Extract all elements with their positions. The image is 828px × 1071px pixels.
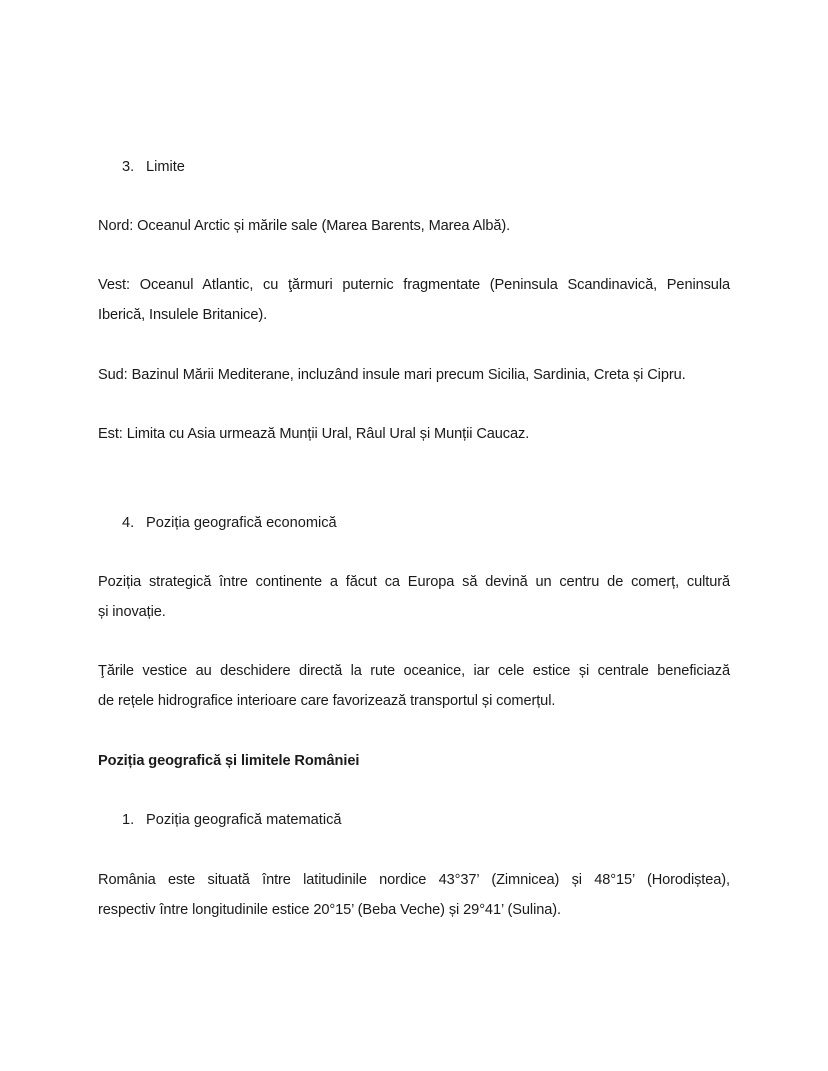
list-number: 3. <box>122 159 135 175</box>
paragraph-east: Est: Limita cu Asia urmează Munții Ural, Râul Ural și Munții Caucaz. <box>98 426 530 442</box>
list-number: 1. <box>122 812 135 828</box>
paragraph-line: Vest: Oceanul Atlantic, cu ţărmuri puternic fragmentate (Peninsula Scandinavică, Peninsula <box>98 277 730 293</box>
paragraph-romania-coordinates <box>98 865 730 925</box>
paragraph-north: Nord: Oceanul Arctic și mările sale (Marea Barents, Marea Albă). <box>98 218 511 234</box>
paragraph-line: România este situată între latitudinile nordice 43°37’ (Zimnicea) și 48°15’ (Horodiștea), <box>98 872 730 888</box>
list-item-title: Poziția geografică matematică <box>146 812 342 828</box>
paragraph-south: Sud: Bazinul Mării Mediterane, incluzând insule mari precum Sicilia, Sardinia, Creta și Cipru. <box>98 367 686 383</box>
list-item-title: Poziția geografică economică <box>146 515 337 531</box>
paragraph-line: Iberică, Insulele Britanice). <box>98 307 268 323</box>
paragraph-strategic-position <box>98 567 730 627</box>
list-item-mathematical-position <box>122 805 342 835</box>
section-heading-romania: Poziția geografică și limitele României <box>98 753 360 769</box>
list-item-economic-position <box>122 508 337 538</box>
list-item-limits <box>122 152 185 182</box>
paragraph-west <box>98 270 730 330</box>
paragraph-western-countries <box>98 656 730 716</box>
list-item-title: Limite <box>146 159 185 175</box>
paragraph-line: respectiv între longitudinile estice 20°15’ (Beba Veche) și 29°41’ (Sulina). <box>98 902 561 918</box>
paragraph-line: Poziția strategică între continente a făcut ca Europa să devină un centru de comerț, cultură <box>98 574 730 590</box>
paragraph-line: de rețele hidrografice interioare care favorizează transportul și comerțul. <box>98 693 556 709</box>
list-number: 4. <box>122 515 135 531</box>
paragraph-line: și inovație. <box>98 604 166 620</box>
paragraph-line: Ţările vestice au deschidere directă la rute oceanice, iar cele estice și centrale beneficiază <box>98 663 730 679</box>
